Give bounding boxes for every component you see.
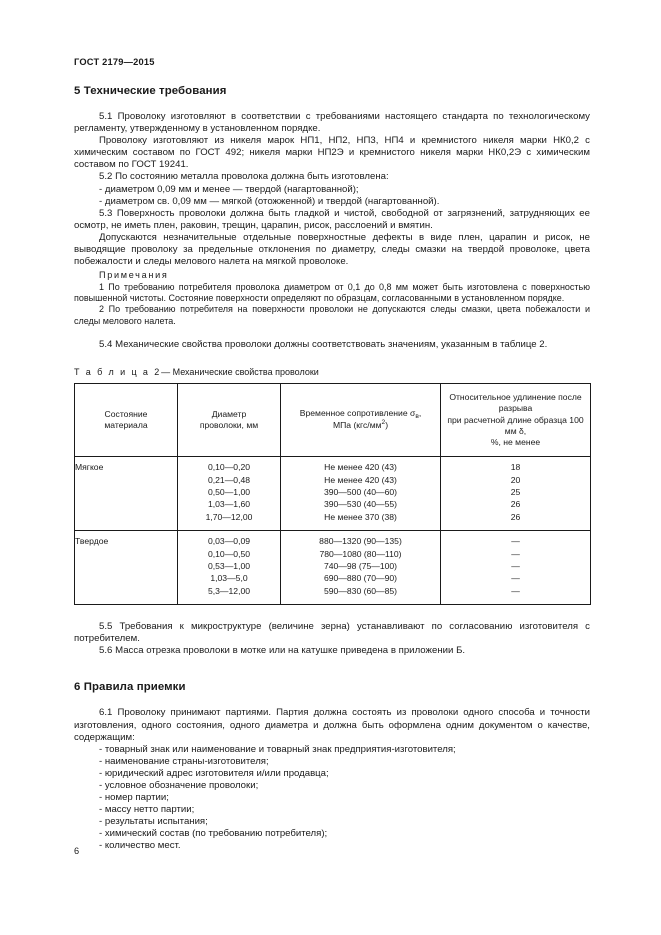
paragraph-materials: Проволоку изготовляют из никеля марок НП1, НП2, НП3, НП4 и кремнистого никеля марки НК0,2 с химическим составом по ГОСТ 492; никеля марки НП2Э и кремнистого никеля марки НК0,2Э с химическим составом по ГОСТ 19241. [74, 135, 590, 171]
note-1: 1 По требованию потребителя проволока диаметром от 0,1 до 0,8 мм может быть изготовлена с поверхностью повышенной чистоты. Состояние поверхности определяют по образцам, согласованными в установленном порядке. [74, 281, 590, 304]
list-item: - номер партии; [99, 792, 169, 804]
table-caption-number: 2 [154, 367, 162, 378]
table-row [75, 531, 591, 605]
cell-value: — [511, 573, 520, 584]
section-heading-6: 6 Правила приемки [74, 681, 186, 694]
header-line: Относительное удлинение после разрыва [449, 392, 582, 414]
column-header-tensile-strength [281, 384, 441, 457]
page-body [74, 85, 590, 853]
column-header-diameter [178, 384, 281, 457]
cell-value: 20 [510, 474, 521, 485]
paragraph-5-4: 5.4 Механические свойства проволоки должны соответствовать значениям, указанным в таблице 2. [99, 339, 548, 350]
header-line: Диаметр [211, 408, 247, 419]
list-item: - массу нетто партии; [99, 804, 195, 816]
cell-value: 690—880 (70—90) [323, 573, 398, 584]
table-row [75, 457, 591, 531]
paragraph-defects: Допускаются незначительные отдельные поверхностные дефекты в виде плен, царапин и рисок, не выводящие проволоку за предельные отклонения по диаметру, следы смазки на твердой проволоке, цвета побежалости и следы мелового налета на мягкой проволоке. [74, 231, 590, 268]
cell-value: 26 [510, 511, 521, 522]
header-text: ) [385, 420, 389, 431]
list-item: - результаты испытания; [99, 816, 208, 828]
list-item: - условное обозначение проволоки; [99, 780, 259, 792]
notes-label: Примечания [99, 270, 169, 281]
cell-value: 1,03—1,60 [207, 499, 251, 510]
list-item: - диаметром св. 0,09 мм — мягкой (отожженной) и твердой (нагартованной). [99, 195, 440, 207]
paragraph-5-5: 5.5 Требования к микроструктуре (величине зерна) устанавливают по согласованию изготовителя с потребителем. [74, 621, 590, 645]
table-caption-title: — Механические свойства проволоки [161, 367, 319, 378]
cell-diameter-group [178, 531, 281, 605]
cell-value: 0,50—1,00 [207, 486, 251, 497]
list-item: - наименование страны-изготовителя; [99, 755, 269, 767]
cell-value: 5,3—12,00 [207, 585, 251, 596]
note-2: 2 По требованию потребителя на поверхности проволоки не допускаются следы смазки, цвета побежалости и следы мелового налета. [74, 304, 590, 326]
cell-value: Не менее 370 (38) [324, 511, 397, 522]
cell-diameter-group [178, 457, 281, 531]
cell-resistance-group [281, 457, 441, 531]
list-item: - диаметром 0,09 мм и менее — твердой (нагартованной); [99, 183, 359, 195]
list-item: - товарный знак или наименование и товарный знак предприятия-изготовителя; [99, 743, 456, 755]
cell-value: 590—830 (60—85) [323, 585, 398, 596]
header-superscript: 2 [381, 419, 386, 427]
cell-value: 0,03—0,09 [207, 536, 251, 547]
cell-value: 0,21—0,48 [207, 474, 251, 485]
cell-elongation-group [441, 457, 591, 531]
paragraph-5-1: 5.1 Проволоку изготовляют в соответствии с требованиями настоящего стандарта по технологическому регламенту, утвержденному в установленном порядке. [74, 111, 590, 135]
header-line [285, 408, 436, 420]
cell-value: 0,53—1,00 [207, 560, 251, 571]
running-head: ГОСТ 2179—2015 [74, 57, 155, 67]
header-line [285, 420, 436, 432]
cell-resistance-group [281, 531, 441, 605]
table-caption [74, 367, 590, 377]
cell-value: — [511, 548, 520, 559]
header-text: Временное сопротивление [299, 407, 410, 418]
cell-value: 740—98 (75—100) [323, 560, 398, 571]
header-line: при расчетной длине образца 100 мм δ, [447, 414, 584, 436]
table-caption-prefix: Т а б л и ц а [74, 367, 150, 378]
header-line: проволоки, мм [199, 420, 259, 431]
cell-elongation-group [441, 531, 591, 605]
table-header-row [75, 384, 591, 457]
column-header-elongation [441, 384, 591, 457]
header-line: материала [104, 420, 148, 431]
cell-value: Не менее 420 (43) [324, 462, 397, 473]
cell-value: Не менее 420 (43) [324, 474, 397, 485]
paragraph-6-1: 6.1 Проволоку принимают партиями. Партия должна состоять из проволоки одного способа и точности изготовления, одного состояния, одного диаметра и должна быть оформлена одним документом о качестве, содержащим: [74, 707, 590, 743]
cell-value: 26 [510, 499, 521, 510]
paragraph-5-3: 5.3 Поверхность проволоки должна быть гладкой и чистой, свободной от загрязнений, затрудняющих ее осмотр, не иметь плен, раковин, трещин, царапин, рисок, расслоений и вмятин. [74, 207, 590, 231]
table-header [75, 384, 591, 457]
page-number: 6 [74, 846, 80, 856]
section-heading-5: 5 Технические требования [74, 85, 227, 97]
cell-value: 18 [510, 462, 521, 473]
cell-value: 0,10—0,50 [207, 548, 251, 559]
cell-value: 780—1080 (80—110) [319, 548, 402, 559]
sigma-subscript: в [415, 412, 419, 420]
cell-value: — [511, 536, 520, 547]
cell-state: Твердое [75, 531, 178, 605]
column-header-state [75, 384, 178, 457]
cell-value: 880—1320 (90—135) [319, 536, 402, 547]
list-item: - юридический адрес изготовителя и/или продавца; [99, 767, 329, 779]
table-body [75, 457, 591, 605]
list-item: - количество мест. [99, 840, 181, 852]
cell-value: 0,10—0,20 [207, 462, 251, 473]
cell-value: 1,03—5,0 [210, 573, 248, 584]
paragraph-5-2: 5.2 По состоянию металла проволока должна быть изготовлена: [99, 171, 389, 183]
cell-value: 390—500 (40—60) [323, 486, 398, 497]
header-text: , [418, 407, 422, 418]
cell-value: — [511, 560, 520, 571]
cell-value: — [511, 585, 520, 596]
cell-value: 1,70—12,00 [205, 511, 253, 522]
sigma-symbol: σ [410, 407, 416, 418]
header-line: Состояние [104, 408, 148, 419]
header-text: МПа (кгс/мм [332, 420, 382, 431]
mechanical-properties-table [74, 383, 591, 605]
paragraph-5-6: 5.6 Масса отрезка проволоки в мотке или на катушке приведена в приложении Б. [99, 645, 466, 657]
header-line: %, не менее [490, 436, 541, 447]
cell-value: 390—530 (40—55) [323, 499, 398, 510]
cell-value: 25 [510, 486, 521, 497]
list-item: - химический состав (по требованию потребителя); [99, 828, 328, 840]
cell-state: Мягкое [75, 457, 178, 531]
